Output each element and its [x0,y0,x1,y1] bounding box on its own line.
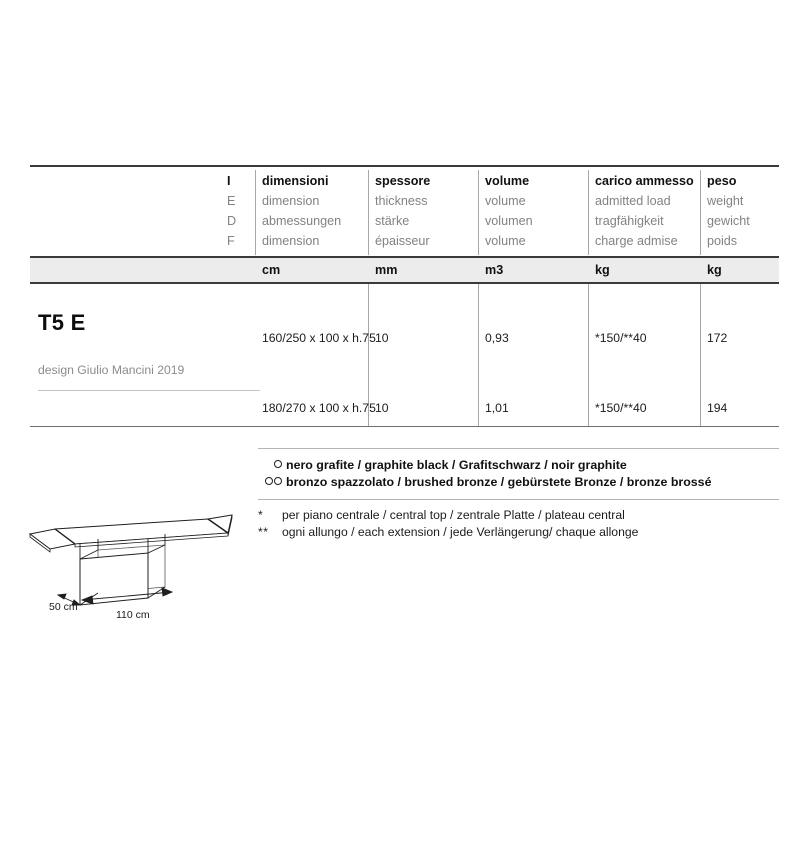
footnote-text: per piano centrale / central top / zentrale Platte / plateau central [282,508,625,522]
table-row [30,329,779,347]
cell-spessore: 10 [375,331,389,345]
unit-carico-ammesso: kg [595,263,610,277]
legend-bottom-rule [258,499,779,500]
language-code-it: I [227,174,231,188]
header-dimensioni-en: dimension [262,194,320,208]
header-carico-ammesso-de: tragfähigkeit [595,214,664,228]
header-dimensioni-it: dimensioni [262,174,329,188]
header-spessore-de: stärke [375,214,410,228]
header-dimensioni-fr: dimension [262,234,320,248]
header-row-english [30,191,779,211]
cell-peso: 194 [707,401,728,415]
cell-carico-ammesso: *150/**40 [595,401,647,415]
header-carico-ammesso-it: carico ammesso [595,174,694,188]
circle-marker-icon [258,457,282,474]
cell-spessore: 10 [375,401,389,415]
cell-peso: 172 [707,331,728,345]
cell-volume: 0,93 [485,331,509,345]
unit-peso: kg [707,263,722,277]
dimension-label-base-width: 110 cm [116,609,150,621]
table-header-languages [30,167,779,256]
footnotes-block [258,507,779,541]
header-peso-en: weight [707,194,744,208]
header-spessore-fr: épaisseur [375,234,430,248]
header-peso-fr: poids [707,234,738,248]
dimension-label-depth: 50 cm [49,601,78,613]
unit-dimensioni: cm [262,263,281,277]
finish-legend [258,448,779,500]
product-block [30,284,779,427]
cell-carico-ammesso: *150/**40 [595,331,647,345]
header-row-french [30,231,779,251]
double-circle-marker-icon [258,474,282,491]
header-volume-fr: volume [485,234,526,248]
product-designer: design Giulio Mancini 2019 [38,363,185,377]
header-spessore-it: spessore [375,174,431,188]
footnote-text: ogni allungo / each extension / jede Verlängerung/ chaque allonge [282,525,639,539]
unit-spessore: mm [375,263,398,277]
finish-option-bronzo-spazzolato [258,474,779,491]
cell-dimensioni: 160/250 x 100 x h.75 [262,331,376,345]
header-volume-de: volumen [485,214,533,228]
double-asterisk-marker-icon: ** [258,525,269,539]
header-peso-de: gewicht [707,214,750,228]
language-code-fr: F [227,234,235,248]
product-technical-drawing [20,503,240,623]
language-code-en: E [227,194,236,208]
header-carico-ammesso-fr: charge admise [595,234,678,248]
product-title: T5 E [38,310,86,335]
finish-label: nero grafite / graphite black / Grafitschwarz / noir graphite [286,458,627,472]
header-dimensioni-de: abmessungen [262,214,342,228]
header-carico-ammesso-en: admitted load [595,194,671,208]
units-row [30,256,779,284]
header-row-german [30,211,779,231]
finish-label: bronzo spazzolato / brushed bronze / gebürstete Bronze / bronze brossé [286,475,712,489]
footnote-double-asterisk [258,524,779,541]
cell-dimensioni: 180/270 x 100 x h.75 [262,401,376,415]
asterisk-marker-icon: * [258,508,264,522]
table-row [30,399,779,417]
extendable-table-perspective-drawing [20,503,240,623]
language-code-de: D [227,214,237,228]
header-volume-en: volume [485,194,526,208]
cell-volume: 1,01 [485,401,509,415]
header-spessore-en: thickness [375,194,428,208]
specification-table [30,165,779,427]
unit-volume: m3 [485,263,504,277]
header-volume-it: volume [485,174,530,188]
header-peso-it: peso [707,174,737,188]
footnote-single-asterisk [258,507,779,524]
header-row-italian [30,171,779,191]
finish-option-nero-grafite [258,457,779,474]
designer-underline [38,390,260,391]
